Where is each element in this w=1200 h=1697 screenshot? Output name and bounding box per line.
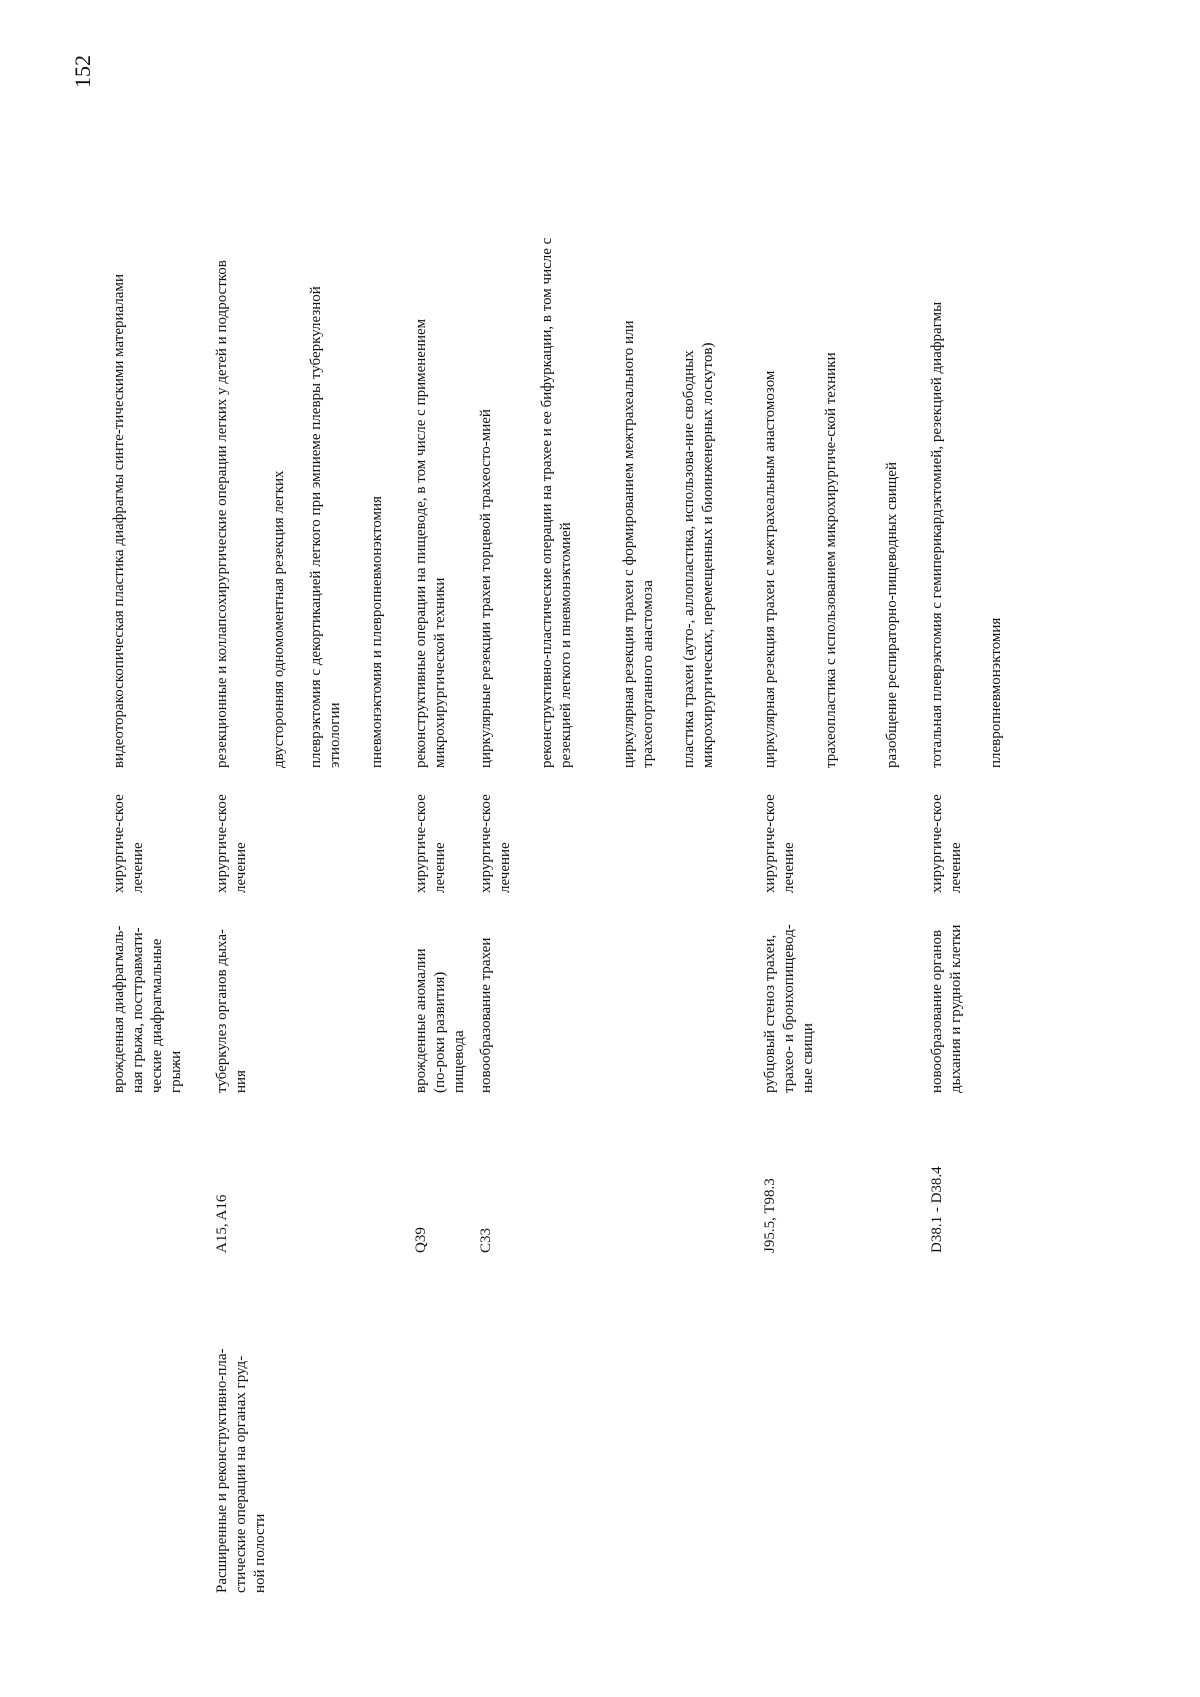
- method-item: пластика трахеи (ауто-, аллопластика, использова-ние свободных микрохирургических, перемещенных и биоинженерных лоскутов): [681, 342, 716, 768]
- procedure-group-cell: Расширенные и реконструктивно-пла-стические операции на органах груд-ной полости: [214, 1348, 268, 1593]
- diagnosis-cell: новообразование трахеи: [478, 937, 494, 1093]
- method-item: циркулярная резекция трахеи с межтрахеальным анастомозом: [762, 370, 778, 768]
- codes-cell: Q39: [413, 1227, 429, 1253]
- method-item: циркулярная резекция трахеи с формированием межтрахеального или трахеогортанного анастомоза: [621, 320, 656, 768]
- treatment-cell: хирургиче-ское лечение: [762, 794, 797, 893]
- method-item: видеоторакоскопическая пластика диафрагмы синте-тическими материалами: [111, 274, 127, 768]
- method-item: плеврэктомия с декортикацией легкого при эмпиеме плевры туберкулезной этиологии: [308, 286, 343, 768]
- codes-cell: D38.1 - D38.4: [929, 1166, 945, 1253]
- codes-cell: C33: [478, 1227, 494, 1253]
- method-item: плевропневмонэктомия: [988, 617, 1004, 768]
- codes-cell: A15, A16: [214, 1194, 230, 1253]
- method-item: циркулярные резекции трахеи торцевой трахеосто-мией: [478, 409, 494, 768]
- diagnosis-cell: врожденные аномалии (по-роки развития) пищевода: [413, 948, 467, 1093]
- method-item: трахеопластика с использованием микрохирургиче-ской техники: [823, 352, 839, 768]
- treatment-cell: хирургиче-ское лечение: [413, 794, 448, 893]
- treatment-cell: хирургиче-ское лечение: [214, 794, 249, 893]
- method-item: пневмонэктомия и плевропневмонэктомия: [369, 496, 385, 768]
- diagnosis-cell: врожденная диафрагмаль-ная грыжа, посттравмати-ческие диафрагмальные грыжи: [111, 925, 184, 1093]
- procedures-table: [110, 223, 1004, 1593]
- diagnosis-cell: рубцовый стеноз трахеи, трахео- и бронхопищевод-ные свищи: [762, 924, 816, 1093]
- treatment-cell: хирургиче-ское лечение: [478, 794, 513, 893]
- treatment-cell: хирургиче-ское лечение: [111, 794, 146, 893]
- method-item: разобщение респираторно-пищеводных свищей: [884, 462, 900, 768]
- method-item: тотальная плеврэктомия с гемиперикардэктомией, резекцией диафрагмы: [929, 301, 945, 768]
- method-item: реконструктивно-пластические операции на трахее и ее бифуркации, в том числе с резекцией легкого и пневмонэктомией: [539, 237, 574, 768]
- treatment-cell: хирургиче-ское лечение: [929, 794, 964, 893]
- diagnosis-cell: новообразование органов дыхания и грудной клетки: [929, 924, 964, 1093]
- method-item: двусторонняя одномоментная резекция легких: [271, 470, 287, 768]
- method-item: резекционные и коллапсохирургические операции легких у детей и подростков: [214, 260, 230, 768]
- diagnosis-cell: туберкулез органов дыха-ния: [214, 928, 249, 1093]
- codes-cell: J95.5, T98.3: [762, 1178, 778, 1253]
- method-item: реконструктивные операции на пищеводе, в том числе с применением микрохирургической техники: [413, 318, 448, 768]
- page-number: 152: [70, 55, 95, 89]
